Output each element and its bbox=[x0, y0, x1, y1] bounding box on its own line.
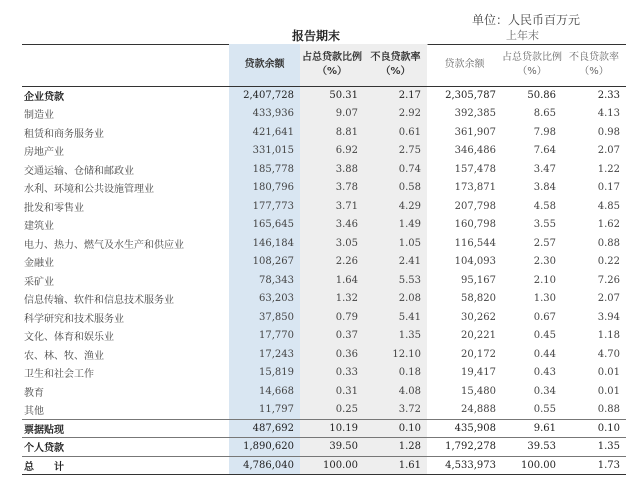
npl-cell: 2.75 bbox=[364, 142, 427, 161]
prev-npl-cell: 0.17 bbox=[597, 182, 620, 194]
ratio-cell: 0.33 bbox=[300, 364, 364, 383]
ratio-cell: 100.00 bbox=[300, 456, 364, 475]
table-row bbox=[22, 271, 626, 290]
prev-npl-cell: 0.98 bbox=[597, 126, 620, 138]
table-row bbox=[22, 86, 626, 105]
prev-npl-cell: 0.88 bbox=[597, 237, 620, 249]
balance-cell: 15,819 bbox=[229, 364, 300, 383]
prev-npl-cell: 1.35 bbox=[562, 438, 626, 457]
ratio-cell: 3.05 bbox=[300, 234, 364, 253]
npl-cell: 0.10 bbox=[364, 419, 427, 438]
balance-cell: 14,668 bbox=[229, 382, 300, 401]
prev-balance-header: 贷款余额 bbox=[444, 58, 485, 70]
npl-cell: 1.49 bbox=[364, 216, 427, 235]
table-row bbox=[22, 142, 626, 161]
prev-balance-cell: 207,798 bbox=[454, 200, 496, 212]
ratio-cell: 3.78 bbox=[300, 179, 364, 198]
industry-name: 水利、环境和公共设施管理业 bbox=[24, 184, 154, 196]
npl-cell: 2.08 bbox=[364, 290, 427, 309]
industry-name: 总 计 bbox=[22, 456, 229, 475]
prev-balance-cell: 1,792,278 bbox=[427, 438, 502, 457]
industry-name: 文化、体育和娱乐业 bbox=[24, 332, 114, 344]
prev-ratio-cell: 3.84 bbox=[533, 182, 556, 194]
prev-balance-cell: 19,417 bbox=[461, 367, 496, 379]
industry-name: 农、林、牧、渔业 bbox=[24, 350, 104, 362]
ratio-cell: 8.81 bbox=[300, 123, 364, 142]
industry-name: 信息传输、软件和信息技术服务业 bbox=[24, 295, 174, 307]
prev-ratio-cell: 9.61 bbox=[502, 419, 562, 438]
prev-balance-cell: 30,262 bbox=[461, 311, 496, 323]
industry-name: 租赁和商务服务业 bbox=[24, 128, 104, 140]
ratio-cell: 6.92 bbox=[300, 142, 364, 161]
current-period-header: 报告期末 bbox=[292, 29, 341, 43]
industry-name: 其他 bbox=[24, 406, 44, 417]
table-row bbox=[22, 216, 626, 235]
prev-npl-cell: 3.94 bbox=[597, 311, 620, 323]
npl-cell: 3.72 bbox=[364, 401, 427, 420]
prev-balance-cell: 392,385 bbox=[454, 108, 496, 120]
balance-cell: 2,407,728 bbox=[229, 86, 300, 105]
npl-cell: 1.05 bbox=[364, 234, 427, 253]
prev-balance-cell: 20,221 bbox=[461, 330, 496, 342]
prev-npl-cell: 1.22 bbox=[597, 163, 620, 175]
npl-cell: 4.29 bbox=[364, 197, 427, 216]
prev-npl-cell: 0.10 bbox=[562, 419, 626, 438]
prev-balance-cell: 116,544 bbox=[454, 237, 496, 249]
balance-cell: 11,797 bbox=[229, 401, 300, 420]
ratio-cell: 10.19 bbox=[300, 419, 364, 438]
prev-balance-cell: 95,167 bbox=[461, 274, 496, 286]
balance-cell: 185,778 bbox=[229, 160, 300, 179]
table-row bbox=[22, 179, 626, 198]
prev-ratio-cell: 0.44 bbox=[533, 348, 556, 360]
industry-name: 批发和零售业 bbox=[24, 202, 84, 214]
table-row bbox=[22, 308, 626, 327]
prev-ratio-cell: 0.43 bbox=[533, 367, 556, 379]
prev-npl-cell: 2.07 bbox=[597, 293, 620, 305]
npl-cell: 12.10 bbox=[364, 345, 427, 364]
prev-npl-cell: 1.18 bbox=[597, 330, 620, 342]
balance-cell: 487,692 bbox=[229, 419, 300, 438]
ratio-cell: 0.25 bbox=[300, 401, 364, 420]
ratio-cell: 50.31 bbox=[300, 86, 364, 105]
prev-ratio-cell: 7.98 bbox=[533, 126, 556, 138]
prev-balance-cell: 2,305,787 bbox=[427, 86, 502, 105]
prev-balance-cell: 4,533,973 bbox=[427, 456, 502, 475]
prev-balance-cell: 15,480 bbox=[461, 385, 496, 397]
ratio-cell: 9.07 bbox=[300, 105, 364, 124]
prev-ratio-cell: 7.64 bbox=[533, 145, 556, 157]
prev-ratio-cell: 2.30 bbox=[533, 256, 556, 268]
prev-ratio-cell: 8.65 bbox=[533, 108, 556, 120]
table-row bbox=[22, 364, 626, 383]
prev-balance-cell: 160,798 bbox=[454, 219, 496, 231]
prev-ratio-cell: 2.10 bbox=[533, 274, 556, 286]
balance-cell: 4,786,040 bbox=[229, 456, 300, 475]
industry-name: 票据贴现 bbox=[22, 419, 229, 438]
prev-npl-cell: 0.22 bbox=[597, 256, 620, 268]
industry-name: 房地产业 bbox=[24, 147, 64, 159]
industry-name: 交通运输、仓储和邮政业 bbox=[24, 165, 134, 177]
prev-ratio-cell: 0.45 bbox=[533, 330, 556, 342]
prev-ratio-cell: 2.57 bbox=[533, 237, 556, 249]
industry-name: 电力、热力、燃气及水生产和供应业 bbox=[24, 239, 184, 251]
table-row bbox=[22, 253, 626, 272]
previous-period-header: 上年末 bbox=[506, 29, 539, 42]
npl-cell: 2.92 bbox=[364, 105, 427, 124]
ratio-cell: 0.37 bbox=[300, 327, 364, 346]
ratio-cell: 3.71 bbox=[300, 197, 364, 216]
table-row bbox=[22, 160, 626, 179]
industry-name: 教育 bbox=[24, 387, 44, 399]
prev-npl-cell: 4.13 bbox=[597, 108, 620, 120]
table-row bbox=[22, 234, 626, 253]
prev-npl-cell: 1.73 bbox=[562, 456, 626, 475]
prev-balance-cell: 58,820 bbox=[461, 293, 496, 305]
prev-ratio-cell: 1.30 bbox=[533, 293, 556, 305]
prev-ratio-cell: 3.47 bbox=[533, 163, 556, 175]
balance-cell: 108,267 bbox=[229, 253, 300, 272]
ratio-cell: 1.32 bbox=[300, 290, 364, 309]
table-row bbox=[22, 401, 626, 420]
industry-name: 金融业 bbox=[24, 258, 54, 270]
ratio-cell: 0.36 bbox=[300, 345, 364, 364]
npl-cell: 1.61 bbox=[364, 456, 427, 475]
unit-label: 单位：人民币百万元 bbox=[471, 13, 580, 27]
balance-cell: 180,796 bbox=[229, 179, 300, 198]
ratio-cell: 2.26 bbox=[300, 253, 364, 272]
table-row bbox=[22, 456, 626, 475]
table-row bbox=[22, 290, 626, 309]
prev-ratio-cell: 100.00 bbox=[502, 456, 562, 475]
npl-cell: 0.18 bbox=[364, 364, 427, 383]
industry-name: 建筑业 bbox=[24, 221, 54, 233]
balance-header: 贷款余额 bbox=[229, 44, 300, 86]
prev-npl-cell: 4.70 bbox=[597, 348, 620, 360]
table-row bbox=[22, 382, 626, 401]
balance-cell: 63,203 bbox=[229, 290, 300, 309]
ratio-cell: 0.79 bbox=[300, 308, 364, 327]
table-row bbox=[22, 438, 626, 457]
industry-name: 卫生和社会工作 bbox=[24, 369, 94, 381]
balance-cell: 78,343 bbox=[229, 271, 300, 290]
balance-cell: 146,184 bbox=[229, 234, 300, 253]
table-row bbox=[22, 105, 626, 124]
prev-npl-cell: 0.88 bbox=[597, 404, 620, 415]
balance-cell: 433,936 bbox=[229, 105, 300, 124]
prev-npl-cell: 7.26 bbox=[597, 274, 620, 286]
prev-npl-cell: 1.62 bbox=[597, 219, 620, 231]
prev-ratio-cell: 0.34 bbox=[533, 385, 556, 397]
loan-industry-table bbox=[22, 44, 626, 475]
industry-name: 科学研究和技术服务业 bbox=[24, 313, 124, 325]
npl-cell: 0.61 bbox=[364, 123, 427, 142]
ratio-cell: 3.88 bbox=[300, 160, 364, 179]
prev-npl-cell: 2.33 bbox=[562, 86, 626, 105]
balance-cell: 37,850 bbox=[229, 308, 300, 327]
balance-cell: 331,015 bbox=[229, 142, 300, 161]
ratio-header: 占总贷款比例（%） bbox=[300, 44, 364, 86]
ratio-cell: 1.64 bbox=[300, 271, 364, 290]
industry-name: 企业贷款 bbox=[22, 86, 229, 105]
prev-npl-cell: 0.01 bbox=[597, 385, 620, 397]
prev-balance-cell: 20,172 bbox=[461, 348, 496, 360]
column-header-row bbox=[22, 44, 626, 86]
prev-balance-cell: 24,888 bbox=[461, 404, 496, 415]
prev-balance-cell: 104,093 bbox=[454, 256, 496, 268]
npl-cell: 1.35 bbox=[364, 327, 427, 346]
industry-name: 制造业 bbox=[24, 110, 54, 122]
npl-cell: 2.17 bbox=[364, 86, 427, 105]
prev-balance-cell: 435,908 bbox=[427, 419, 502, 438]
prev-ratio-cell: 50.86 bbox=[502, 86, 562, 105]
prev-ratio-cell: 3.55 bbox=[533, 219, 556, 231]
ratio-cell: 39.50 bbox=[300, 438, 364, 457]
balance-cell: 17,243 bbox=[229, 345, 300, 364]
npl-cell: 5.41 bbox=[364, 308, 427, 327]
npl-header: 不良贷款率（%） bbox=[364, 44, 427, 86]
prev-balance-cell: 157,478 bbox=[454, 163, 496, 175]
npl-cell: 0.74 bbox=[364, 160, 427, 179]
table-row bbox=[22, 345, 626, 364]
prev-npl-cell: 0.01 bbox=[597, 367, 620, 379]
prev-ratio-cell: 39.53 bbox=[502, 438, 562, 457]
prev-ratio-cell: 0.67 bbox=[533, 311, 556, 323]
npl-cell: 5.53 bbox=[364, 271, 427, 290]
prev-ratio-header: 占总贷款比例（%） bbox=[502, 51, 562, 77]
balance-cell: 177,773 bbox=[229, 197, 300, 216]
npl-cell: 4.08 bbox=[364, 382, 427, 401]
table-row bbox=[22, 123, 626, 142]
balance-cell: 421,641 bbox=[229, 123, 300, 142]
table-row bbox=[22, 419, 626, 438]
prev-balance-cell: 173,871 bbox=[454, 182, 496, 194]
balance-cell: 17,770 bbox=[229, 327, 300, 346]
prev-balance-cell: 361,907 bbox=[454, 126, 496, 138]
industry-name: 个人贷款 bbox=[22, 438, 229, 457]
table-row bbox=[22, 327, 626, 346]
balance-cell: 165,645 bbox=[229, 216, 300, 235]
ratio-cell: 0.31 bbox=[300, 382, 364, 401]
table-row bbox=[22, 197, 626, 216]
industry-name: 采矿业 bbox=[24, 276, 54, 288]
prev-ratio-cell: 4.58 bbox=[533, 200, 556, 212]
npl-cell: 2.41 bbox=[364, 253, 427, 272]
npl-cell: 0.58 bbox=[364, 179, 427, 198]
npl-cell: 1.28 bbox=[364, 438, 427, 457]
balance-cell: 1,890,620 bbox=[229, 438, 300, 457]
prev-npl-cell: 4.85 bbox=[597, 200, 620, 212]
prev-npl-header: 不良贷款率（%） bbox=[569, 51, 619, 77]
prev-ratio-cell: 0.55 bbox=[533, 404, 556, 415]
ratio-cell: 3.46 bbox=[300, 216, 364, 235]
industry-header bbox=[22, 44, 229, 86]
prev-npl-cell: 2.07 bbox=[597, 145, 620, 157]
prev-balance-cell: 346,486 bbox=[454, 145, 496, 157]
